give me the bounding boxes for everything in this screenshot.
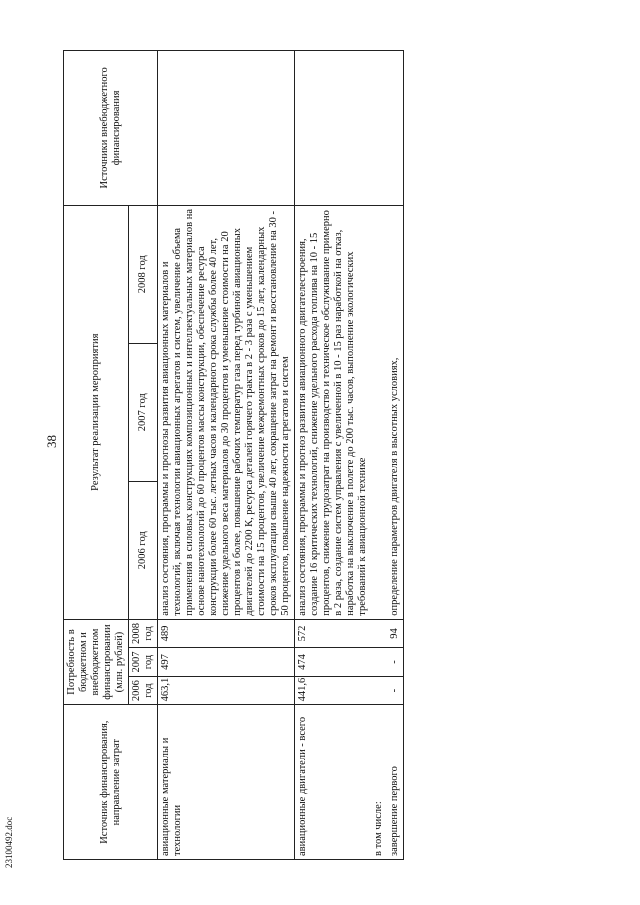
- header-result-2007: 2007 год: [129, 343, 158, 481]
- header-year-2008: 2008 год: [129, 619, 158, 648]
- result-text: [371, 205, 387, 619]
- financing-table: [63, 50, 404, 860]
- table-row: [387, 51, 404, 860]
- document-id: 23100492.doc: [4, 816, 14, 868]
- header-year-2006: 2006 год: [129, 676, 158, 705]
- header-need: Потребность в бюджетном и внебюджетном финансировании (млн. рублей): [64, 619, 129, 705]
- page-number: 38: [44, 435, 59, 448]
- value-2008: 489: [158, 619, 295, 648]
- value-2008: 572: [295, 619, 372, 648]
- header-year-2007: 2007 год: [129, 648, 158, 677]
- result-text: анализ состояния, программы и прогноз развития авиационного двигателестроения, создание 16 критических технологий, снижение удельного расхода топлива на 10 - 15 процентов, снижение трудозатрат на производство и техническое обслуживание примерно в 2 раза, создание систем управления с увеличенной в 10 - 15 раз наработкой на отказ, наработка на выключение в полете до 200 тыс. часов, выполнение экологических требований к авиационной технике: [295, 205, 372, 619]
- extra-sources-cell: [371, 51, 387, 206]
- result-text: анализ состояния, программы и прогнозы развития авиационных материалов и технологий, включая технологии авиационных агрегатов и систем, увеличение объема применения в силовых конструкциях композиционных и интеллектуальных материалов на основе нанотехнологий до 60 процентов массы конструкции, обеспечение ресурса конструкции более 60 тыс. летных часов и календарного срока службы более 40 лет, снижение удельного веса материалов до 30 процентов и уменьшение стоимости на 20 процентов и более, повышение рабочих температур газа перед турбиной авиационных двигателей до 2200 К, ресурса деталей горячего тракта в 2 - 3 раза с уменьшением стоимости на 15 процентов, увеличение межремонтных сроков до 15 лет, календарных сроков эксплуатации свыше 40 лет, сокращение затрат на ремонт и восстановление на 30 - 50 процентов, повышение надежности агрегатов и систем: [158, 205, 295, 619]
- header-source: Источник финансирования, направление затрат: [64, 705, 158, 860]
- value-2006: -: [387, 676, 404, 705]
- extra-sources-cell: [387, 51, 404, 206]
- value-2008: 94: [387, 619, 404, 648]
- value-2007: 474: [295, 648, 372, 677]
- table-row: [371, 51, 387, 860]
- extra-sources-cell: [158, 51, 295, 206]
- value-2006: 463,1: [158, 676, 295, 705]
- table-row: [158, 51, 295, 860]
- header-extra-sources: Источники внебюджетного финансирования: [64, 51, 158, 206]
- rotated-table-wrapper: [63, 50, 563, 860]
- row-name: авиационные материалы и технологии: [158, 705, 295, 860]
- value-2007: [371, 648, 387, 677]
- extra-sources-cell: [295, 51, 372, 206]
- header-result-2006: 2006 год: [129, 481, 158, 619]
- value-2007: 497: [158, 648, 295, 677]
- row-name: завершение первого: [387, 705, 404, 860]
- header-result: Результат реализации мероприятия: [64, 205, 129, 619]
- value-2006: [371, 676, 387, 705]
- row-name: авиационные двигатели - всего: [295, 705, 372, 860]
- row-name: в том числе:: [371, 705, 387, 860]
- table-row: [295, 51, 372, 860]
- value-2007: -: [387, 648, 404, 677]
- value-2008: [371, 619, 387, 648]
- header-result-2008: 2008 год: [129, 205, 158, 343]
- value-2006: 441,6: [295, 676, 372, 705]
- result-text: определение параметров двигателя в высотных условиях,: [387, 205, 404, 619]
